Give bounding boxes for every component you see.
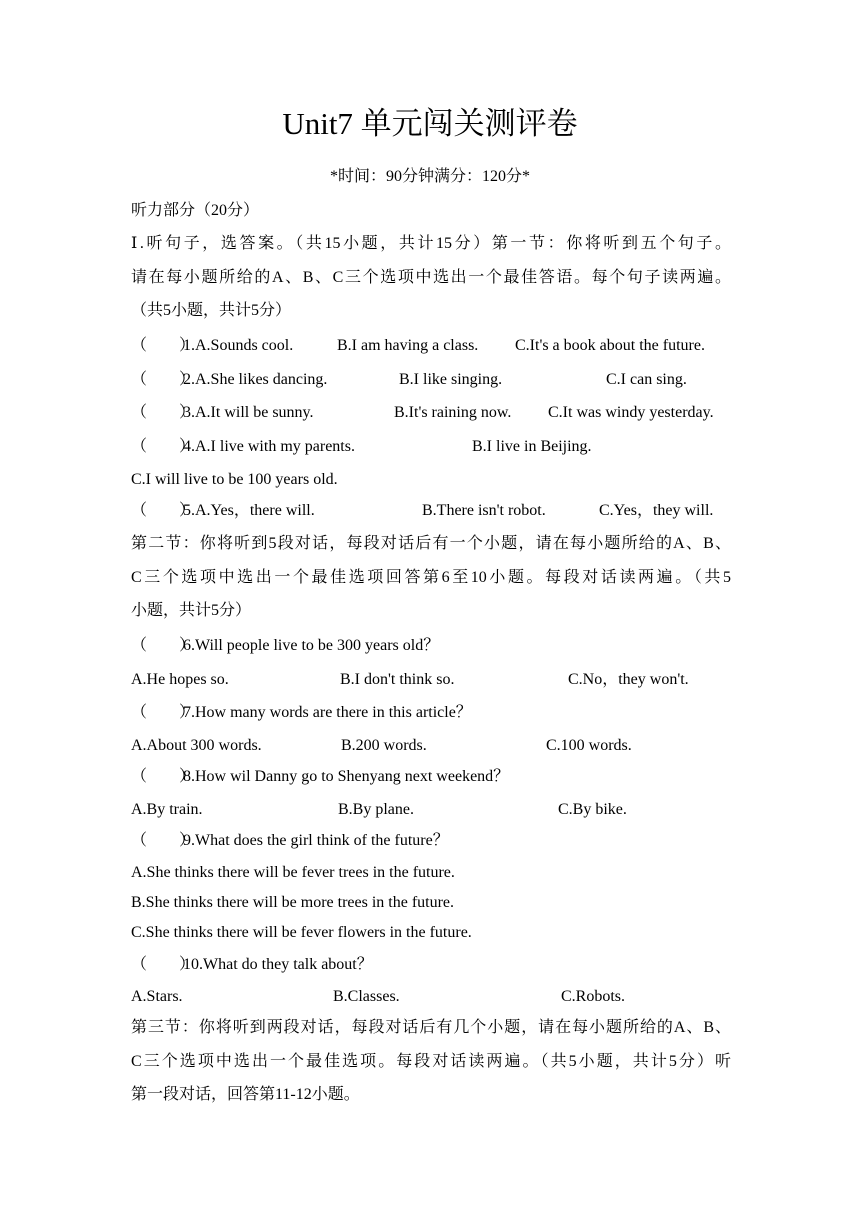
option-c: C.Yes，they will. [599, 502, 714, 519]
part1-instructions-line1: Ⅰ.听句子，选答案。（共15小题，共计15分）第一节：你将听到五个句子。 [131, 235, 731, 252]
option-a: A.He hopes so. [131, 671, 229, 688]
part3-instructions-line1: 第三节：你将听到两段对话，每段对话后有几个小题，请在每小题所给的A、B、 [131, 1019, 731, 1036]
answer-bracket: （ ） [131, 956, 196, 973]
answer-bracket: （ ） [131, 371, 196, 388]
part2-instructions-line2: C三个选项中选出一个最佳选项回答第6至10小题。每段对话读两遍。（共5 [131, 569, 731, 586]
part1-instructions-line3: （共5小题，共计5分） [131, 302, 292, 319]
option-c: C.Robots. [561, 988, 626, 1005]
option-a: A.Stars. [131, 988, 183, 1005]
option-c: C.No，they won't. [568, 671, 689, 688]
question-7-stem: （ ）7.How many words are there in this article？ [131, 702, 731, 724]
option-b: B.I live in Beijing. [472, 438, 592, 455]
part2-instructions-line3: 小题，共计5分） [131, 602, 252, 619]
option-b: B.I like singing. [399, 371, 503, 388]
answer-bracket: （ ） [131, 404, 196, 421]
part1-instructions-line2: 请在每小题所给的A、B、C三个选项中选出一个最佳答语。每个句子读两遍。 [131, 269, 731, 286]
option-a: A.By train. [131, 801, 203, 818]
exam-info: *时间：90分钟满分：120分* [329, 168, 530, 185]
answer-bracket: （ ） [131, 637, 196, 654]
option-b: B.Classes. [333, 988, 400, 1005]
option-b: B.I don't think so. [340, 671, 455, 688]
question-10-stem: （ ）10.What do they talk about？ [131, 954, 731, 976]
question-9-option-c: C.She thinks there will be fever flowers in the future. [131, 924, 472, 941]
page-title: Unit7 单元闯关测评卷 [282, 106, 578, 141]
option-b: B.By plane. [338, 801, 414, 818]
option-b: B.I am having a class. [337, 337, 479, 354]
option-c: C.By bike. [558, 801, 627, 818]
question-8-stem: （ ）8.How wil Danny go to Shenyang next weekend？ [131, 766, 731, 788]
option-a: 3.A.It will be sunny. [183, 404, 314, 421]
answer-bracket: （ ） [131, 704, 196, 721]
option-a: A.About 300 words. [131, 737, 262, 754]
part2-instructions-line1: 第二节：你将听到5段对话，每段对话后有一个小题，请在每小题所给的A、B、 [131, 535, 731, 552]
answer-bracket: （ ） [131, 768, 196, 785]
option-a: 5.A.Yes，there will. [183, 502, 315, 519]
option-a: 4.A.I live with my parents. [183, 438, 355, 455]
answer-bracket: （ ） [131, 832, 196, 849]
question-9-option-a: A.She thinks there will be fever trees in the future. [131, 864, 455, 881]
question-9-option-b: B.She thinks there will be more trees in the future. [131, 894, 455, 911]
answer-bracket: （ ） [131, 337, 196, 354]
section-heading-listening: 听力部分（20分） [131, 202, 260, 219]
option-c: C.I can sing. [606, 371, 687, 388]
option-a: 1.A.Sounds cool. [183, 337, 294, 354]
option-b: B.There isn't robot. [422, 502, 546, 519]
option-b: B.It's raining now. [394, 404, 512, 421]
option-c: C.100 words. [546, 737, 632, 754]
option-c: C.It was windy yesterday. [548, 404, 714, 421]
answer-bracket: （ ） [131, 438, 196, 455]
part3-instructions-line2: C三个选项中选出一个最佳选项。每段对话读两遍。（共5小题，共计5分）听 [131, 1053, 731, 1070]
option-c: C.It's a book about the future. [515, 337, 705, 354]
question-6-stem: （ ）6.Will people live to be 300 years old？ [131, 635, 731, 657]
question-9-stem: （ ）9.What does the girl think of the future？ [131, 830, 731, 852]
option-a: 2.A.She likes dancing. [183, 371, 328, 388]
option-b: B.200 words. [341, 737, 427, 754]
part3-instructions-line3: 第一段对话，回答第11-12小题。 [131, 1086, 360, 1103]
answer-bracket: （ ） [131, 502, 196, 519]
question-4-option-c: C.I will live to be 100 years old. [131, 471, 338, 488]
